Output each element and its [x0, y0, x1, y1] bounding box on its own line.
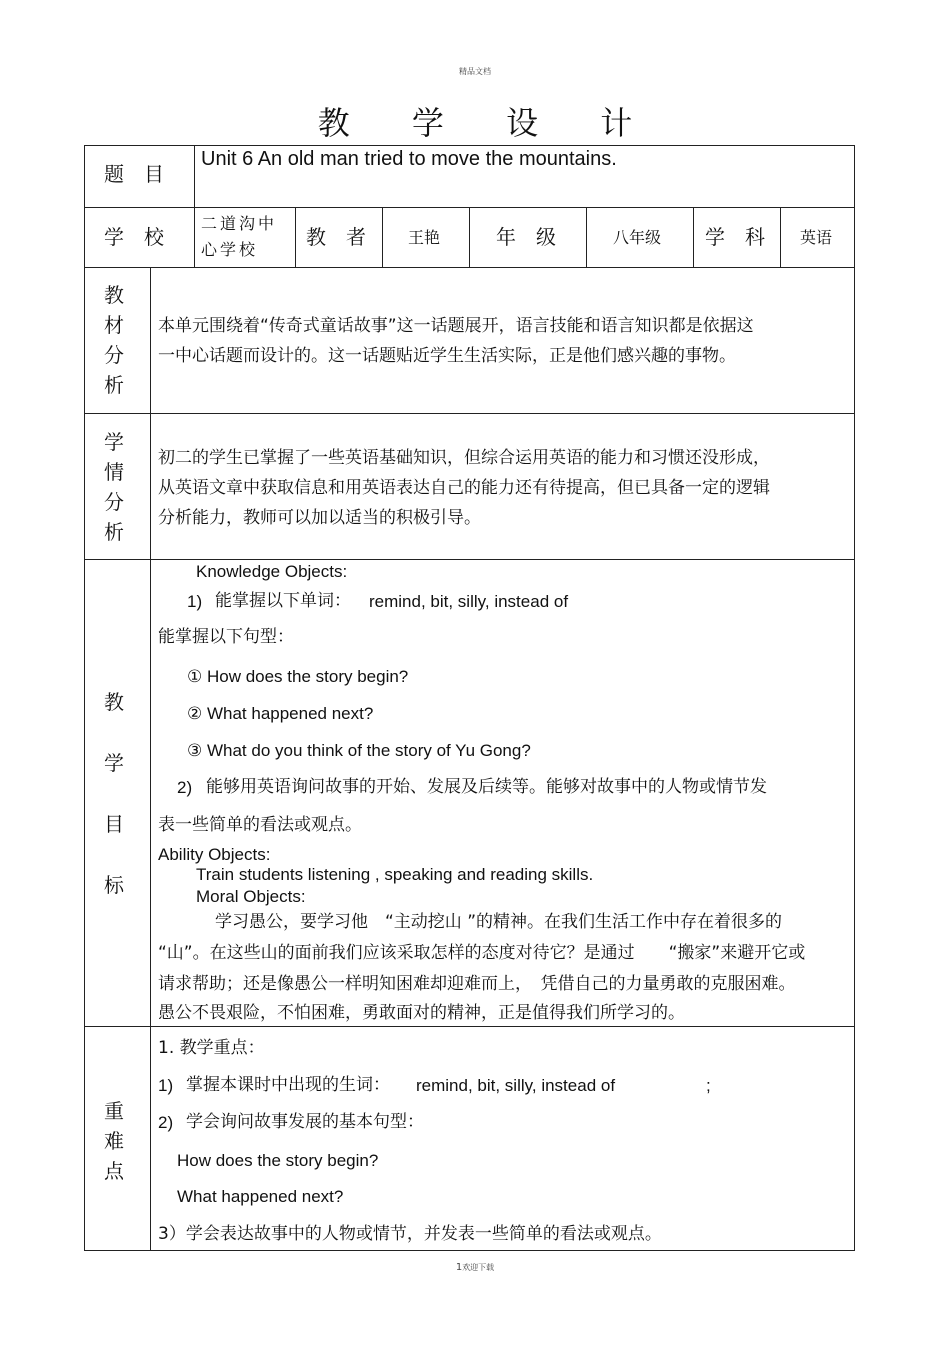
school-value: 二道沟中心学校 [201, 214, 278, 259]
students-line-2: 从英语文章中获取信息和用英语表达自己的能力还有待提高，但已具备一定的逻辑 [158, 478, 770, 498]
question-1: How does the story begin? [177, 1151, 379, 1170]
point1-end: ; [706, 1076, 711, 1095]
footer-text: 欢迎下载 [462, 1263, 495, 1272]
moral-line-3: 请求帮助；还是像愚公一样明知困难却迎难而上， 凭借自己的力量勇敢的克服困难。 [158, 974, 796, 994]
sentence-intro: 能掌握以下句型： [158, 627, 294, 647]
students-label: 学 情 分 析 [104, 430, 124, 544]
moral-line-4: 愚公不畏艰险，不怕困难，勇敢面对的精神，正是值得我们所学习的。 [158, 1003, 685, 1023]
topic-value: Unit 6 An old man tried to move the mountains. [201, 148, 617, 170]
point1-number: 1) [158, 1076, 174, 1095]
ability-text: Train students listening , speaking and reading skills. [196, 865, 594, 884]
item1-number: 1) [187, 592, 203, 611]
item2-number: 2) [177, 778, 193, 797]
material-label: 教 材 分 析 [104, 283, 124, 397]
students-line-3: 分析能力，教师可以加以适当的积极引导。 [158, 508, 481, 528]
point2-number: 2) [158, 1113, 174, 1132]
item1-words: remind, bit, silly, instead of [369, 592, 569, 611]
subject-value: 英语 [800, 228, 833, 247]
sentence-1: ① How does the story begin? [187, 667, 409, 686]
page-number: 1 [455, 1262, 463, 1273]
item1-text: 能掌握以下单词： [215, 591, 351, 611]
point1-words: remind, bit, silly, instead of [416, 1076, 616, 1095]
knowledge-heading: Knowledge Objects: [196, 562, 348, 581]
grade-label: 年 级 [496, 225, 556, 249]
ability-heading: Ability Objects: [158, 845, 271, 864]
topic-label: 题 目 [104, 162, 164, 186]
material-line-2: 一中心话题而设计的。这一话题贴近学生生活实际，正是他们感兴趣的事物。 [158, 346, 736, 366]
item2-line-2: 表一些简单的看法或观点。 [158, 815, 362, 835]
moral-line-1: 学习愚公，要学习他 “主动挖山 ”的精神。在我们生活工作中存在着很多的 [215, 912, 783, 932]
moral-line-2: “山”。在这些山的面前我们应该采取怎样的态度对待它？是通过 “搬家”来避开它或 [158, 943, 806, 963]
grade-value: 八年级 [613, 228, 662, 247]
point3-text: 3）学会表达故事中的人物或情节，并发表一些简单的看法或观点。 [158, 1224, 662, 1244]
students-line-1: 初二的学生已掌握了一些英语基础知识，但综合运用英语的能力和习惯还没形成， [158, 448, 770, 468]
keypoints-label: 重 难 点 [104, 1099, 124, 1183]
sentence-2: ② What happened next? [187, 704, 374, 723]
question-2: What happened next? [177, 1187, 344, 1206]
subject-label: 学 科 [705, 225, 765, 249]
point1-text: 掌握本课时中出现的生词： [186, 1075, 390, 1095]
keypoints-heading: 1. 教学重点： [158, 1038, 265, 1058]
teacher-label: 教 者 [306, 225, 366, 249]
school-label: 学 校 [104, 225, 164, 249]
page-footer [0, 1262, 950, 1273]
moral-heading: Moral Objects: [196, 887, 306, 906]
document-title: 教 学 设 计 [317, 104, 659, 142]
material-line-1: 本单元围绕着“传奇式童话故事”这一话题展开，语言技能和语言知识都是依据这 [158, 316, 754, 336]
item2-line-1: 能够用英语询问故事的开始、发展及后续等。能够对故事中的人物或情节发 [206, 777, 767, 797]
sentence-3: ③ What do you think of the story of Yu Gong? [187, 741, 531, 760]
teacher-value: 王艳 [408, 228, 441, 247]
header-note: 精品文档 [459, 67, 491, 76]
point2-text: 学会询问故事发展的基本句型： [186, 1112, 424, 1132]
